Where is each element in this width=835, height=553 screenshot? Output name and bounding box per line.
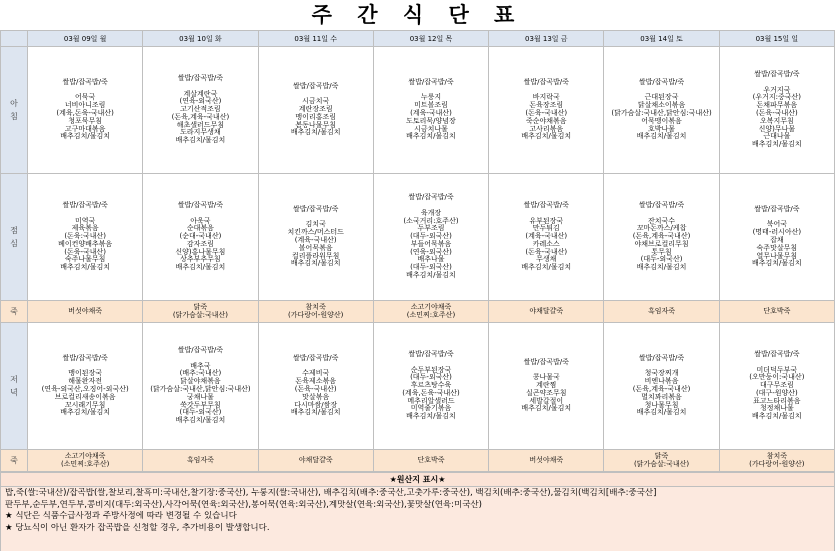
menu-item: 흑임자죽 (648, 306, 676, 315)
menu-item: (연육-외국산,오징어-외국산) (41, 385, 129, 393)
day-header: 03월 12일 목 (373, 31, 488, 47)
menu-item: 단호박죽 (763, 306, 791, 315)
footer-line: 판두부,순두부,연두부,콩비지(대두:외국산),사각어묵(연육:외국산),봉어묵(연육:외국산),계맛살(연육:외국산),꽃맛살(연육:미국산) (5, 499, 482, 510)
menu-item: 소고기야채죽 (64, 451, 106, 460)
menu-item: 열무나물무침 (756, 251, 798, 260)
menu-item: 바지락국 (532, 93, 560, 102)
meal-label: 죽 (1, 450, 28, 472)
menu-item: 배추나물 (417, 255, 445, 264)
menu-item: 쌀밥/잡곡밥/죽 (523, 77, 569, 86)
menu-item: 미더덕두부국 (756, 365, 798, 374)
day-header: 03월 11일 수 (258, 31, 373, 47)
menu-item: (닭가슴살:국내산,닭안심:국내산) (150, 385, 251, 393)
menu-item: 봄동나물무침 (295, 120, 336, 129)
menu-item: 세발갈절이 (529, 396, 564, 405)
meal-row (1, 323, 835, 450)
menu-cell (258, 323, 373, 450)
menu-item: 배추김치/물김치 (406, 271, 456, 280)
menu-item: 시금치국 (302, 97, 330, 106)
menu-item: 배추김치/물김치 (60, 132, 110, 141)
menu-item: 고기산적조림 (180, 105, 221, 114)
origin-table (0, 472, 835, 487)
menu-item: 배추김치/물김치 (521, 404, 572, 413)
day-header: 03월 09일 월 (28, 31, 143, 47)
menu-item: 닭살채소이볶음 (637, 101, 686, 110)
menu-item: 우거지국 (763, 85, 791, 94)
menu-item: 다시마쌈/쌈장 (294, 400, 338, 409)
menu-body (1, 47, 835, 472)
menu-item: 닭죽 (193, 302, 208, 311)
menu-item: 청나물무침 (644, 400, 679, 409)
menu-item: 누룽지 (420, 93, 442, 102)
menu-item: (돈육-국내산) (64, 247, 107, 256)
menu-item: 치킨까스/머스터드 (287, 228, 344, 237)
menu-cell (373, 323, 488, 450)
menu-cell (719, 301, 834, 323)
menu-item: 해물완자전 (68, 377, 103, 386)
menu-item: 톳무침 (651, 247, 672, 256)
menu-item: 쌀밥/잡곡밥/죽 (293, 81, 339, 90)
menu-item: 배추김치/물김치 (636, 132, 687, 141)
menu-item: 쌀밥/잡곡밥/죽 (754, 204, 800, 213)
menu-item: 쌀밥/잡곡밥/죽 (408, 193, 454, 202)
meal-row (1, 47, 835, 174)
menu-item: 근대나물 (763, 132, 791, 141)
menu-item: 쌀밥/잡곡밥/죽 (177, 346, 224, 355)
menu-item: 닭살야채볶음 (180, 377, 221, 386)
menu-item: (배추:국내산) (179, 369, 222, 378)
menu-item: 닭죽 (654, 451, 669, 460)
menu-item: 배추김치/물김치 (406, 412, 456, 421)
menu-cell (489, 323, 604, 450)
menu-item: 꼬마돈까스/케찹 (636, 224, 687, 233)
menu-item: 숙주맛살무침 (756, 243, 798, 252)
menu-item: 부들어묵볶음 (410, 239, 452, 248)
menu-item: (돈육-국내산) (294, 385, 337, 393)
menu-item: (우거지:중국산) (752, 93, 802, 102)
corner-cell (1, 31, 28, 47)
menu-cell (604, 323, 719, 450)
menu-item: (대두-외국산) (410, 263, 452, 272)
menu-cell (373, 450, 488, 472)
menu-item: 표고느타리볶음 (753, 396, 801, 405)
menu-item: 계살계란국 (183, 89, 218, 98)
menu-item: 고사리볶음 (529, 124, 564, 133)
menu-item: 시금치나물 (414, 124, 448, 133)
menu-cell (258, 450, 373, 472)
menu-item: (돈육,계육-국내산) (632, 385, 691, 393)
menu-item: (계육-국내산) (525, 232, 568, 241)
menu-item: 잡채 (770, 236, 784, 244)
footer-line: ★ 식단은 식품수급사정과 주방사정에 따라 변경될 수 있습니다 (5, 511, 237, 522)
menu-cell (373, 174, 488, 301)
meal-row (1, 174, 835, 301)
menu-item: (돈육,계육-국내산) (632, 232, 691, 241)
menu-cell (143, 47, 258, 174)
menu-item: 쌀밥/잡곡밥/죽 (523, 357, 569, 366)
menu-item: 쌀밥/잡곡밥/죽 (638, 200, 685, 209)
menu-item: (대두-외국산) (179, 408, 222, 417)
menu-item: (계육-국내산) (410, 109, 452, 117)
menu-item: 쌀밥/잡곡밥/죽 (177, 200, 224, 209)
menu-cell (604, 174, 719, 301)
menu-item: 북어국 (766, 220, 787, 229)
day-header: 03월 14일 토 (604, 31, 719, 47)
menu-item: (대두-외국산) (410, 373, 452, 382)
footer-line: 밥,죽(쌀:국내산)/잡곡밥(쌀,찰보리,찰흑미:국내산,찰기장:중국산), 누룽지(쌀:국내산), 배추김치(배추:중국산,고춧가루:중국산), 백김치(배추:중국산),물김치(백김치[배추:중국산] (5, 488, 657, 498)
menu-cell (258, 47, 373, 174)
menu-item: 너비아니조림 (64, 101, 106, 110)
menu-item: 배추김치/물김치 (636, 408, 687, 417)
menu-item: (닭가슴살:국내산,닭안심:국내산) (611, 109, 712, 117)
menu-item: 청포묵무침 (68, 116, 103, 125)
menu-item: 해초샐러드무침 (176, 120, 225, 129)
menu-item: 맛살볶음 (302, 392, 330, 401)
menu-item: 배추김치/물김치 (521, 132, 572, 141)
menu-item: 배추김치/물김치 (60, 263, 110, 272)
menu-cell (143, 323, 258, 450)
menu-item: 소고기야채죽 (410, 302, 452, 311)
menu-item: 김치국 (305, 220, 326, 229)
menu-item: 순대볶음 (186, 224, 214, 233)
menu-item: (돈육:국내산) (64, 232, 106, 241)
menu-item: (돈육,계육-국내산) (171, 112, 230, 121)
menu-item: 쌀밥/잡곡밥/죽 (638, 353, 685, 362)
menu-item: 꼬시래기무침 (64, 400, 106, 409)
menu-item: (연육-외국산) (179, 97, 222, 106)
origin-row (1, 473, 835, 487)
menu-item: (대두-외국산) (410, 232, 452, 241)
menu-item: 도토리묵/양념장 (406, 116, 456, 125)
menu-item: 오복지무침 (759, 116, 794, 125)
menu-item: 감자조림 (186, 239, 214, 248)
day-header-row (1, 31, 835, 47)
menu-item: (계육-국내산) (294, 236, 337, 244)
menu-cell (489, 174, 604, 301)
menu-item: 잔치국수 (648, 216, 676, 225)
day-header: 03월 15일 일 (719, 31, 834, 47)
menu-item: (소민찌:호주산) (60, 459, 110, 468)
menu-cell (28, 174, 143, 301)
menu-cell (719, 47, 834, 174)
menu-item: 비엔나볶음 (644, 377, 679, 386)
menu-item: (명태-러시아산) (752, 228, 802, 237)
menu-item: 돈육제소볶음 (295, 377, 336, 386)
menu-item: 배추김치/물김치 (751, 140, 802, 149)
menu-item: (소민찌:호주산) (406, 310, 456, 319)
menu-item: 무생채 (536, 255, 557, 264)
page-title: 주 간 식 단 표 (311, 3, 524, 27)
menu-item: 버섯야채죽 (68, 306, 103, 315)
menu-item: 메추리알샐러드 (407, 396, 455, 405)
menu-cell (719, 174, 834, 301)
menu-item: 신양)무나물 (758, 124, 796, 133)
menu-item: (오만둥이:국내산) (749, 373, 805, 382)
menu-item: 유부된장국 (529, 216, 564, 225)
menu-item: 배추김치/물김치 (290, 259, 341, 268)
menu-item: 실곤약조무침 (525, 388, 567, 397)
menu-cell (143, 301, 258, 323)
menu-cell (373, 301, 488, 323)
menu-item: 청국장찌개 (644, 369, 679, 378)
menu-item: 배추김치/물김치 (175, 416, 226, 425)
menu-item: 콩나물국 (532, 373, 560, 382)
menu-cell (28, 47, 143, 174)
menu-item: 배추김치/물김치 (406, 132, 456, 141)
menu-item: 버섯야채죽 (529, 455, 564, 464)
menu-item: (연육-외국산) (410, 247, 452, 256)
menu-item: 쌀밥/잡곡밥/죽 (62, 200, 108, 209)
menu-item: 미역국 (74, 216, 96, 225)
menu-item: 베이컨양배추볶음 (58, 239, 113, 248)
menu-item: 신양)홍나물무침 (175, 247, 226, 256)
menu-item: 쌀밥/잡곡밥/죽 (62, 77, 108, 86)
menu-item: 브로컬리새송이볶음 (54, 392, 116, 401)
menu-item: 쌀밥/잡곡밥/죽 (754, 349, 800, 358)
menu-item: 쌀밥/잡곡밥/죽 (293, 204, 339, 213)
menu-item: 쌀밥/잡곡밥/죽 (754, 70, 800, 79)
meal-label: 저 녁 (1, 323, 28, 450)
menu-item: 배추김치/물김치 (290, 128, 341, 137)
menu-item: 쌀밥/잡곡밥/죽 (408, 349, 454, 358)
menu-item: (돈육-국내산) (525, 109, 568, 117)
menu-item: 근대된장국 (644, 93, 679, 102)
menu-item: 흑임자죽 (186, 455, 214, 464)
menu-item: (순대-국내산) (179, 232, 222, 241)
menu-item: 맹이된장국 (68, 369, 103, 378)
menu-item: (소국거리:호주산) (403, 216, 459, 225)
menu-item: 배추김치/물김치 (521, 263, 572, 272)
menu-item: (닭가슴살:국내산) (172, 310, 228, 319)
menu-cell (604, 301, 719, 323)
menu-cell (604, 47, 719, 174)
menu-item: 멸치꽈리볶음 (641, 392, 682, 401)
menu-item: 맹이리홍조림 (295, 112, 336, 121)
menu-cell (489, 47, 604, 174)
meal-label: 죽 (1, 301, 28, 323)
menu-item: 쌀밥/잡곡밥/죽 (408, 77, 454, 86)
day-header: 03월 13일 금 (489, 31, 604, 47)
menu-item: 배추김치/물김치 (60, 408, 110, 417)
menu-item: 볼어묵볶음 (298, 243, 333, 252)
menu-cell (258, 174, 373, 301)
menu-item: 미트볼조림 (414, 101, 448, 110)
menu-item: 도라지무생채 (180, 128, 221, 137)
menu-item: (계육,돈육-국내산) (402, 388, 460, 397)
menu-item: 배추김치/물김치 (636, 263, 687, 272)
menu-item: 쌀밥/잡곡밥/죽 (62, 353, 108, 362)
menu-item: 고구마대볶음 (64, 124, 106, 133)
menu-item: 육개장 (420, 208, 442, 217)
footer-line: ★ 당뇨식이 아닌 환자가 잡곡밥을 신청할 경우, 추가비용이 발생합니다. (5, 523, 270, 534)
menu-item: 배추김치/물김치 (175, 136, 226, 145)
menu-cell (28, 450, 143, 472)
menu-item: 돈육장조림 (529, 101, 564, 110)
menu-item: 카레소스 (532, 239, 560, 248)
menu-item: (닭가슴살:국내산) (633, 459, 690, 468)
menu-item: 죽순야채볶음 (525, 116, 567, 125)
menu-item: 제육볶음 (71, 224, 99, 233)
snack-row (1, 450, 835, 472)
menu-item: 어묵맹이볶음 (641, 116, 682, 125)
day-header: 03월 10일 화 (143, 31, 258, 47)
menu-item: 수제비국 (302, 369, 330, 378)
menu-item: 쌀밥/잡곡밥/죽 (293, 353, 339, 362)
menu-item: 컬리플라워무침 (292, 251, 340, 260)
menu-item: 돈채파무볶음 (756, 101, 798, 110)
menu-item: (대구-원양산) (755, 388, 798, 397)
menu-item: 청정채나물 (759, 404, 794, 413)
menu-cell (373, 47, 488, 174)
footer-notes (0, 487, 835, 551)
weekly-menu-table (0, 30, 835, 472)
menu-cell (719, 450, 834, 472)
menu-item: 계란장조림 (298, 105, 333, 114)
menu-cell (604, 450, 719, 472)
meal-label: 점 심 (1, 174, 28, 301)
menu-cell (143, 450, 258, 472)
menu-item: 쌀밥/잡곡밥/죽 (523, 200, 569, 209)
origin-header: ★원산지 표시★ (1, 473, 835, 487)
menu-item: 배추김치/물김치 (290, 408, 341, 417)
menu-item: 호박나물 (648, 124, 676, 133)
menu-item: 배추김치/물김치 (751, 412, 802, 421)
menu-item: 상추부추무침 (180, 255, 221, 264)
menu-item: (가다랑어-원양산) (749, 459, 805, 468)
menu-item: 쌀밥/잡곡밥/죽 (638, 77, 685, 86)
menu-item: 야채달걀죽 (529, 306, 564, 315)
menu-cell (28, 301, 143, 323)
menu-item: 어묵국 (74, 93, 96, 102)
menu-item: 배추김치/물김치 (175, 263, 226, 272)
menu-item: 대구무조림 (759, 381, 794, 390)
menu-cell (143, 174, 258, 301)
menu-item: 배추국 (190, 361, 211, 370)
menu-item: 미역줄기볶음 (410, 404, 452, 413)
menu-cell (258, 301, 373, 323)
menu-item: (돈육-국내산) (755, 109, 798, 117)
menu-item: (대두-외국산) (640, 255, 683, 264)
menu-item: 배추김치/물김치 (751, 259, 802, 268)
menu-item: (돈육-국내산) (525, 247, 568, 256)
menu-item: 쑥갓두부무침 (180, 400, 221, 409)
menu-item: 쌀밥/잡곡밥/죽 (177, 73, 224, 82)
menu-cell (489, 450, 604, 472)
menu-item: (가다랑어-원양산) (288, 310, 344, 319)
menu-item: (계육,돈육-국내산) (56, 109, 114, 117)
menu-item: 순두부된장국 (410, 365, 452, 374)
menu-item: 야채달걀죽 (298, 455, 333, 464)
snack-row (1, 301, 835, 323)
menu-item: 단호박죽 (417, 455, 445, 464)
menu-item: 계란찜 (536, 381, 557, 390)
menu-item: 만두튀김 (532, 224, 560, 233)
menu-cell (489, 301, 604, 323)
menu-item: 후르츠탕수육 (410, 381, 452, 390)
menu-item: 두부조림 (417, 224, 445, 233)
menu-item: 숙주나물무침 (64, 255, 106, 264)
menu-item: 야채브로컬리무침 (634, 239, 689, 248)
menu-item: 참치죽 (766, 451, 787, 460)
meal-label: 아 침 (1, 47, 28, 174)
menu-item: 아욱국 (190, 216, 211, 225)
menu-cell (719, 323, 834, 450)
menu-cell (28, 323, 143, 450)
menu-item: 궁채나물 (186, 392, 214, 401)
menu-item: 참치죽 (305, 302, 326, 311)
